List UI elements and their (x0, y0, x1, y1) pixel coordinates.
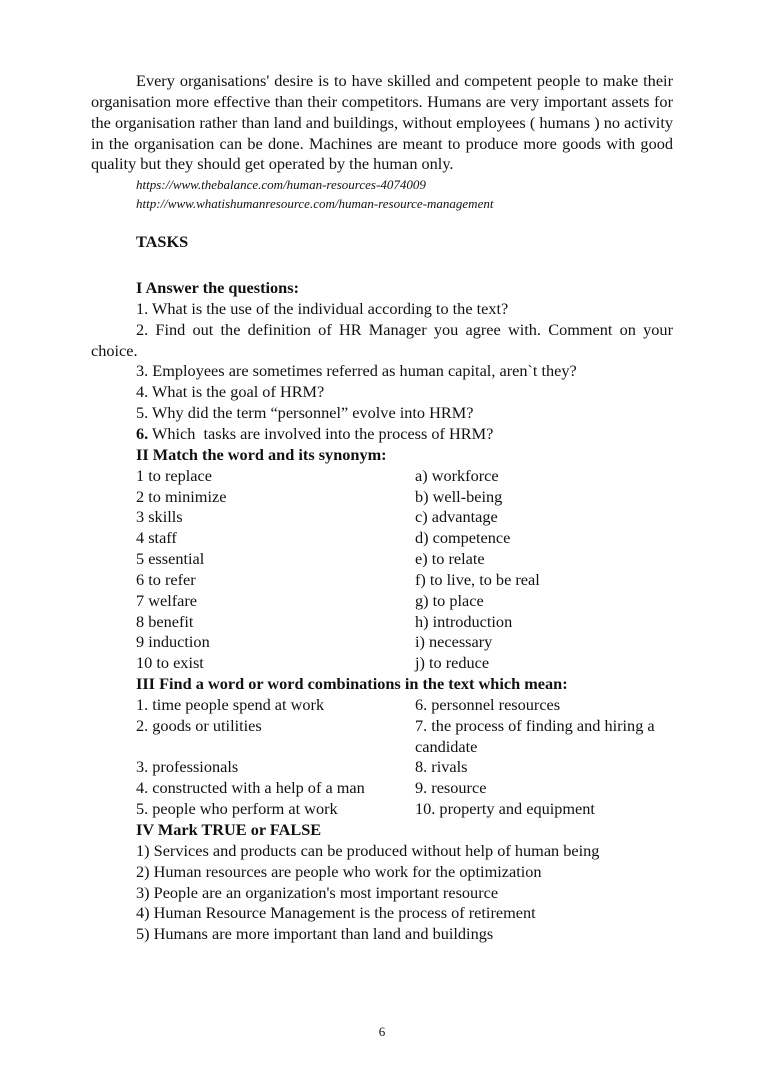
right-item: 9. resource (415, 778, 487, 798)
right-item: 7. the process of finding and hiring a candidate (415, 715, 655, 756)
section-heading: II Match the word and its synonym: (136, 444, 387, 464)
question-number: 6. (136, 423, 149, 443)
match-row (91, 612, 673, 633)
intro-paragraph: Every organisations' desire is to have skilled and competent people to make their organisation more effective than their competitors. Humans are very important assets for the organisation rather than land and buildings, without employees ( humans ) no activity in the organisation can be done. Machines are meant to produce more goods with good quality but they should get operated by the human only. (91, 71, 673, 174)
left-item: 5. people who perform at work (136, 799, 338, 819)
question: 5. Why did the term “personnel” evolve into HRM? (136, 403, 474, 423)
left-item: 4. constructed with a help of a man (136, 778, 365, 798)
match-row (91, 653, 673, 674)
right-item: 8. rivals (415, 757, 468, 777)
match-row (91, 778, 673, 799)
left-item: 9 induction (136, 632, 210, 652)
statement: 3) People are an organization's most important resource (136, 882, 499, 902)
right-item: 10. property and equipment (415, 799, 595, 819)
left-item: 4 staff (136, 528, 177, 548)
match-row (91, 716, 673, 758)
question: 4. What is the goal of HRM? (136, 382, 325, 402)
match-row (91, 507, 673, 528)
match-row (91, 799, 673, 820)
right-item: h) introduction (415, 611, 513, 631)
right-item: b) well-being (415, 486, 503, 506)
left-item: 3. professionals (136, 757, 239, 777)
match-row (91, 591, 673, 612)
question (91, 424, 673, 445)
source-link[interactable]: http://www.whatishumanresource.com/human-resource-management (136, 196, 494, 212)
left-item: 1. time people spend at work (136, 694, 325, 714)
section-match-synonyms (91, 445, 673, 674)
right-item: i) necessary (415, 632, 493, 652)
section-heading: I Answer the questions: (136, 278, 299, 298)
left-item: 7 welfare (136, 590, 198, 610)
document-page (91, 71, 673, 945)
match-row (91, 466, 673, 487)
statement: 4) Human Resource Management is the process of retirement (136, 903, 536, 923)
section-heading: III Find a word or word combinations in the text which mean: (136, 674, 568, 694)
left-item: 5 essential (136, 549, 205, 569)
left-item: 1 to replace (136, 465, 212, 485)
question-text: Which tasks are involved into the process of HRM? (148, 423, 494, 443)
right-item: a) workforce (415, 465, 499, 485)
section-find-words (91, 674, 673, 820)
right-item: d) competence (415, 528, 511, 548)
right-item: e) to relate (415, 549, 485, 569)
statement: 5) Humans are more important than land and buildings (136, 924, 494, 944)
left-item: 8 benefit (136, 611, 194, 631)
match-row (91, 632, 673, 653)
left-item: 2. goods or utilities (136, 715, 262, 735)
section-true-false (91, 820, 673, 945)
question: 2. Find out the definition of HR Manager you agree with. Comment on your choice. (91, 319, 673, 360)
left-item: 3 skills (136, 507, 183, 527)
tasks-heading: TASKS (136, 232, 189, 252)
left-item: 10 to exist (136, 653, 204, 673)
match-row (91, 487, 673, 508)
source-link[interactable]: https://www.thebalance.com/human-resources-4074009 (136, 177, 426, 193)
question: 3. Employees are sometimes referred as human capital, aren`t they? (136, 361, 577, 381)
question: 1. What is the use of the individual according to the text? (136, 298, 509, 318)
match-row (91, 570, 673, 591)
section-heading: IV Mark TRUE or FALSE (136, 820, 322, 839)
match-row (91, 528, 673, 549)
right-item: c) advantage (415, 507, 498, 527)
left-item: 6 to refer (136, 569, 196, 589)
match-row (91, 549, 673, 570)
right-item: g) to place (415, 590, 484, 610)
statement: 1) Services and products can be produced without help of human being (136, 840, 600, 860)
match-row (91, 695, 673, 716)
match-row (91, 757, 673, 778)
right-item: j) to reduce (415, 653, 490, 673)
statement: 2) Human resources are people who work for the optimization (136, 861, 542, 881)
right-item: 6. personnel resources (415, 694, 561, 714)
left-item: 2 to minimize (136, 486, 227, 506)
section-answer-questions (91, 278, 673, 445)
page-number: 6 (378, 1024, 386, 1039)
sources (91, 175, 673, 213)
right-item: f) to live, to be real (415, 569, 540, 589)
